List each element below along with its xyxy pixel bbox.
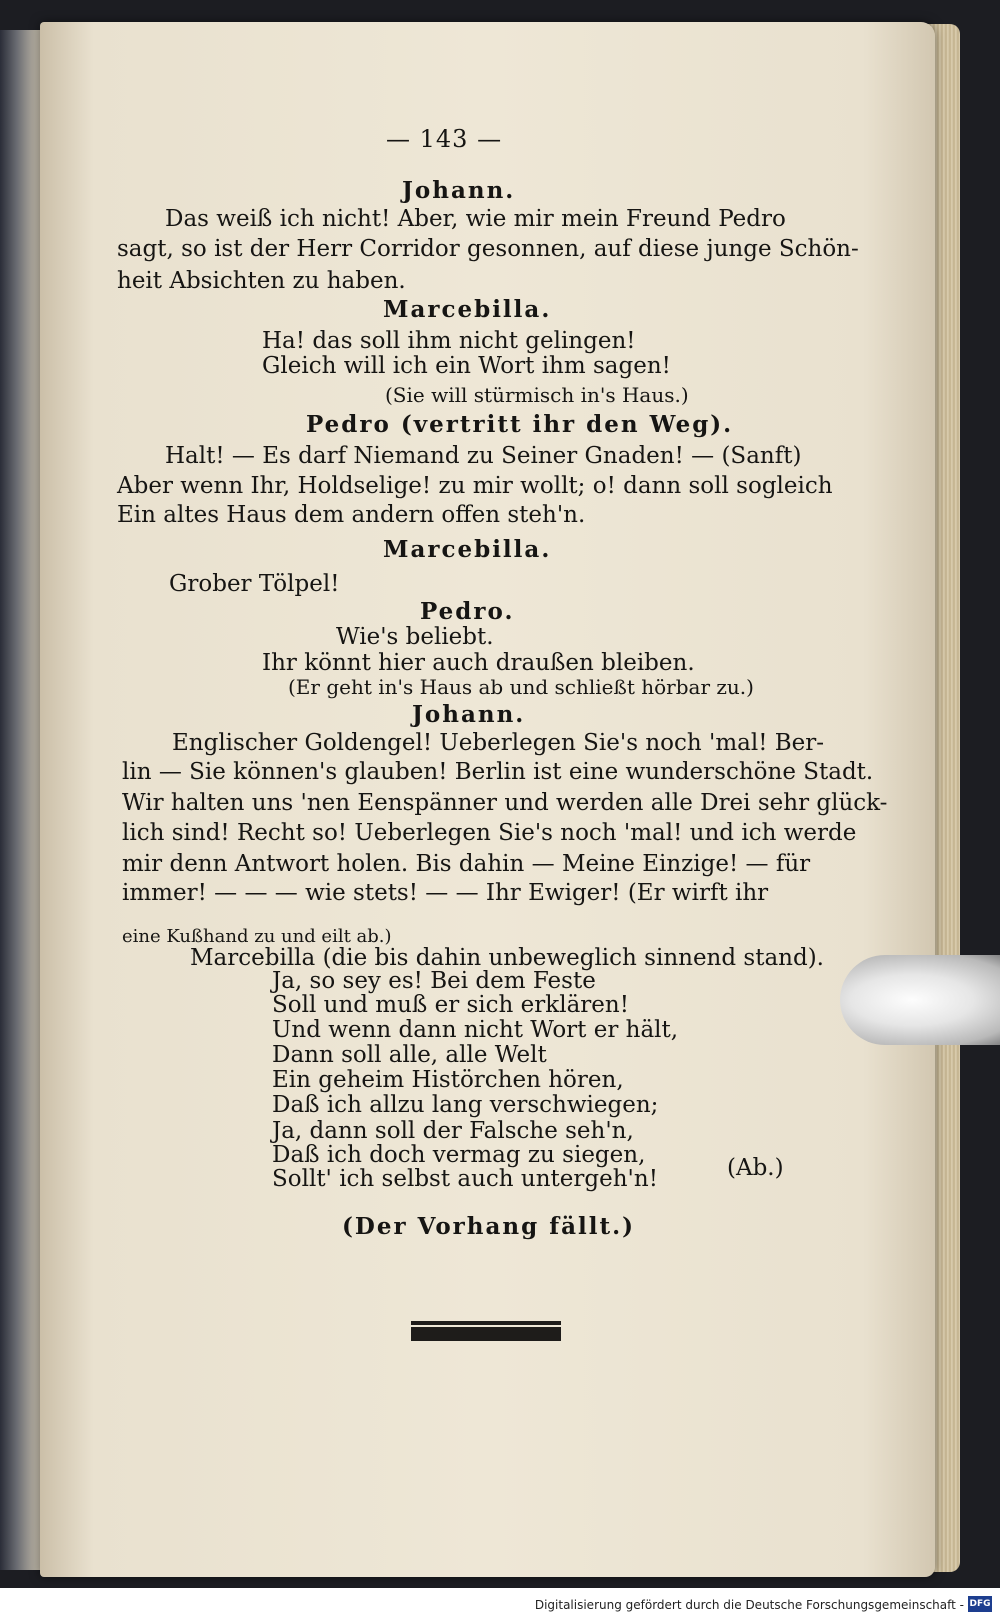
text-line: immer! — — — wie stets! — — Ihr Ewiger! (Er wirft ihr	[122, 880, 769, 906]
verse-line: Ja, dann soll der Falsche seh'n,	[272, 1118, 634, 1144]
page-number: — 143 —	[386, 125, 503, 153]
footer-bar	[0, 1588, 1000, 1624]
text-line: Ha! das soll ihm nicht gelingen!	[262, 328, 636, 354]
speaker-johann: Johann.	[402, 177, 516, 204]
speaker-pedro: Pedro.	[420, 598, 515, 625]
stage-direction: (Sie will stürmisch in's Haus.)	[385, 383, 689, 407]
verse-line: Daß ich allzu lang verschwiegen;	[272, 1092, 659, 1118]
text-line: lich sind! Recht so! Ueberlegen Sie's noch 'mal! und ich werde	[122, 820, 857, 846]
text-line: sagt, so ist der Herr Corridor gesonnen, auf diese junge Schön-	[117, 236, 859, 262]
speaker-marcebilla: Marcebilla.	[383, 536, 552, 563]
text-line: Ihr könnt hier auch draußen bleiben.	[262, 650, 695, 676]
text-line: Halt! — Es darf Niemand zu Seiner Gnaden! — (Sanft)	[165, 443, 802, 469]
text-line: heit Absichten zu haben.	[117, 268, 406, 294]
dfg-logo-icon: DFG	[968, 1596, 992, 1612]
funding-notice: Digitalisierung gefördert durch die Deutsche Forschungsgemeinschaft -	[534, 1598, 964, 1612]
text-line: Gleich will ich ein Wort ihm sagen!	[262, 353, 671, 379]
text-line: Ein altes Haus dem andern offen steh'n.	[117, 502, 586, 528]
curtain-direction: (Der Vorhang fällt.)	[342, 1213, 635, 1240]
verse-line: Daß ich doch vermag zu siegen,	[272, 1142, 646, 1168]
verse-line: Ein geheim Histörchen hören,	[272, 1067, 624, 1093]
scanner-thumb-clip	[840, 955, 1000, 1045]
speaker-pedro: Pedro (vertritt ihr den Weg).	[306, 411, 734, 438]
speaker-marcebilla: Marcebilla.	[383, 296, 552, 323]
text-line: Das weiß ich nicht! Aber, wie mir mein Freund Pedro	[165, 206, 786, 232]
stage-direction: eine Kußhand zu und eilt ab.)	[122, 926, 392, 947]
text-line: lin — Sie können's glauben! Berlin ist eine wunderschöne Stadt.	[122, 759, 874, 785]
verse-line: Dann soll alle, alle Welt	[272, 1042, 547, 1068]
speaker-johann: Johann.	[412, 701, 526, 728]
text-line: Aber wenn Ihr, Holdselige! zu mir wollt; o! dann soll sogleich	[117, 473, 833, 499]
verse-line: Ja, so sey es! Bei dem Feste	[272, 968, 596, 994]
closing-rule	[411, 1325, 561, 1341]
text-line: Englischer Goldengel! Ueberlegen Sie's noch 'mal! Ber-	[172, 730, 825, 756]
verse-line: Sollt' ich selbst auch untergeh'n!	[272, 1166, 658, 1192]
text-line: Wir halten uns 'nen Eenspänner und werden alle Drei sehr glück-	[122, 790, 888, 816]
text-line: Grober Tölpel!	[169, 571, 340, 597]
stage-direction: (Er geht in's Haus ab und schließt hörbar zu.)	[288, 675, 754, 699]
stage-direction-exit: (Ab.)	[727, 1155, 784, 1181]
verse-line: Und wenn dann nicht Wort er hält,	[272, 1017, 679, 1043]
text-line: mir denn Antwort holen. Bis dahin — Meine Einzige! — für	[122, 851, 811, 877]
verse-line: Soll und muß er sich erklären!	[272, 992, 629, 1018]
text-line: Wie's beliebt.	[336, 624, 494, 650]
speaker-marcebilla-with-direction: Marcebilla (die bis dahin unbeweglich sinnend stand).	[190, 945, 824, 971]
